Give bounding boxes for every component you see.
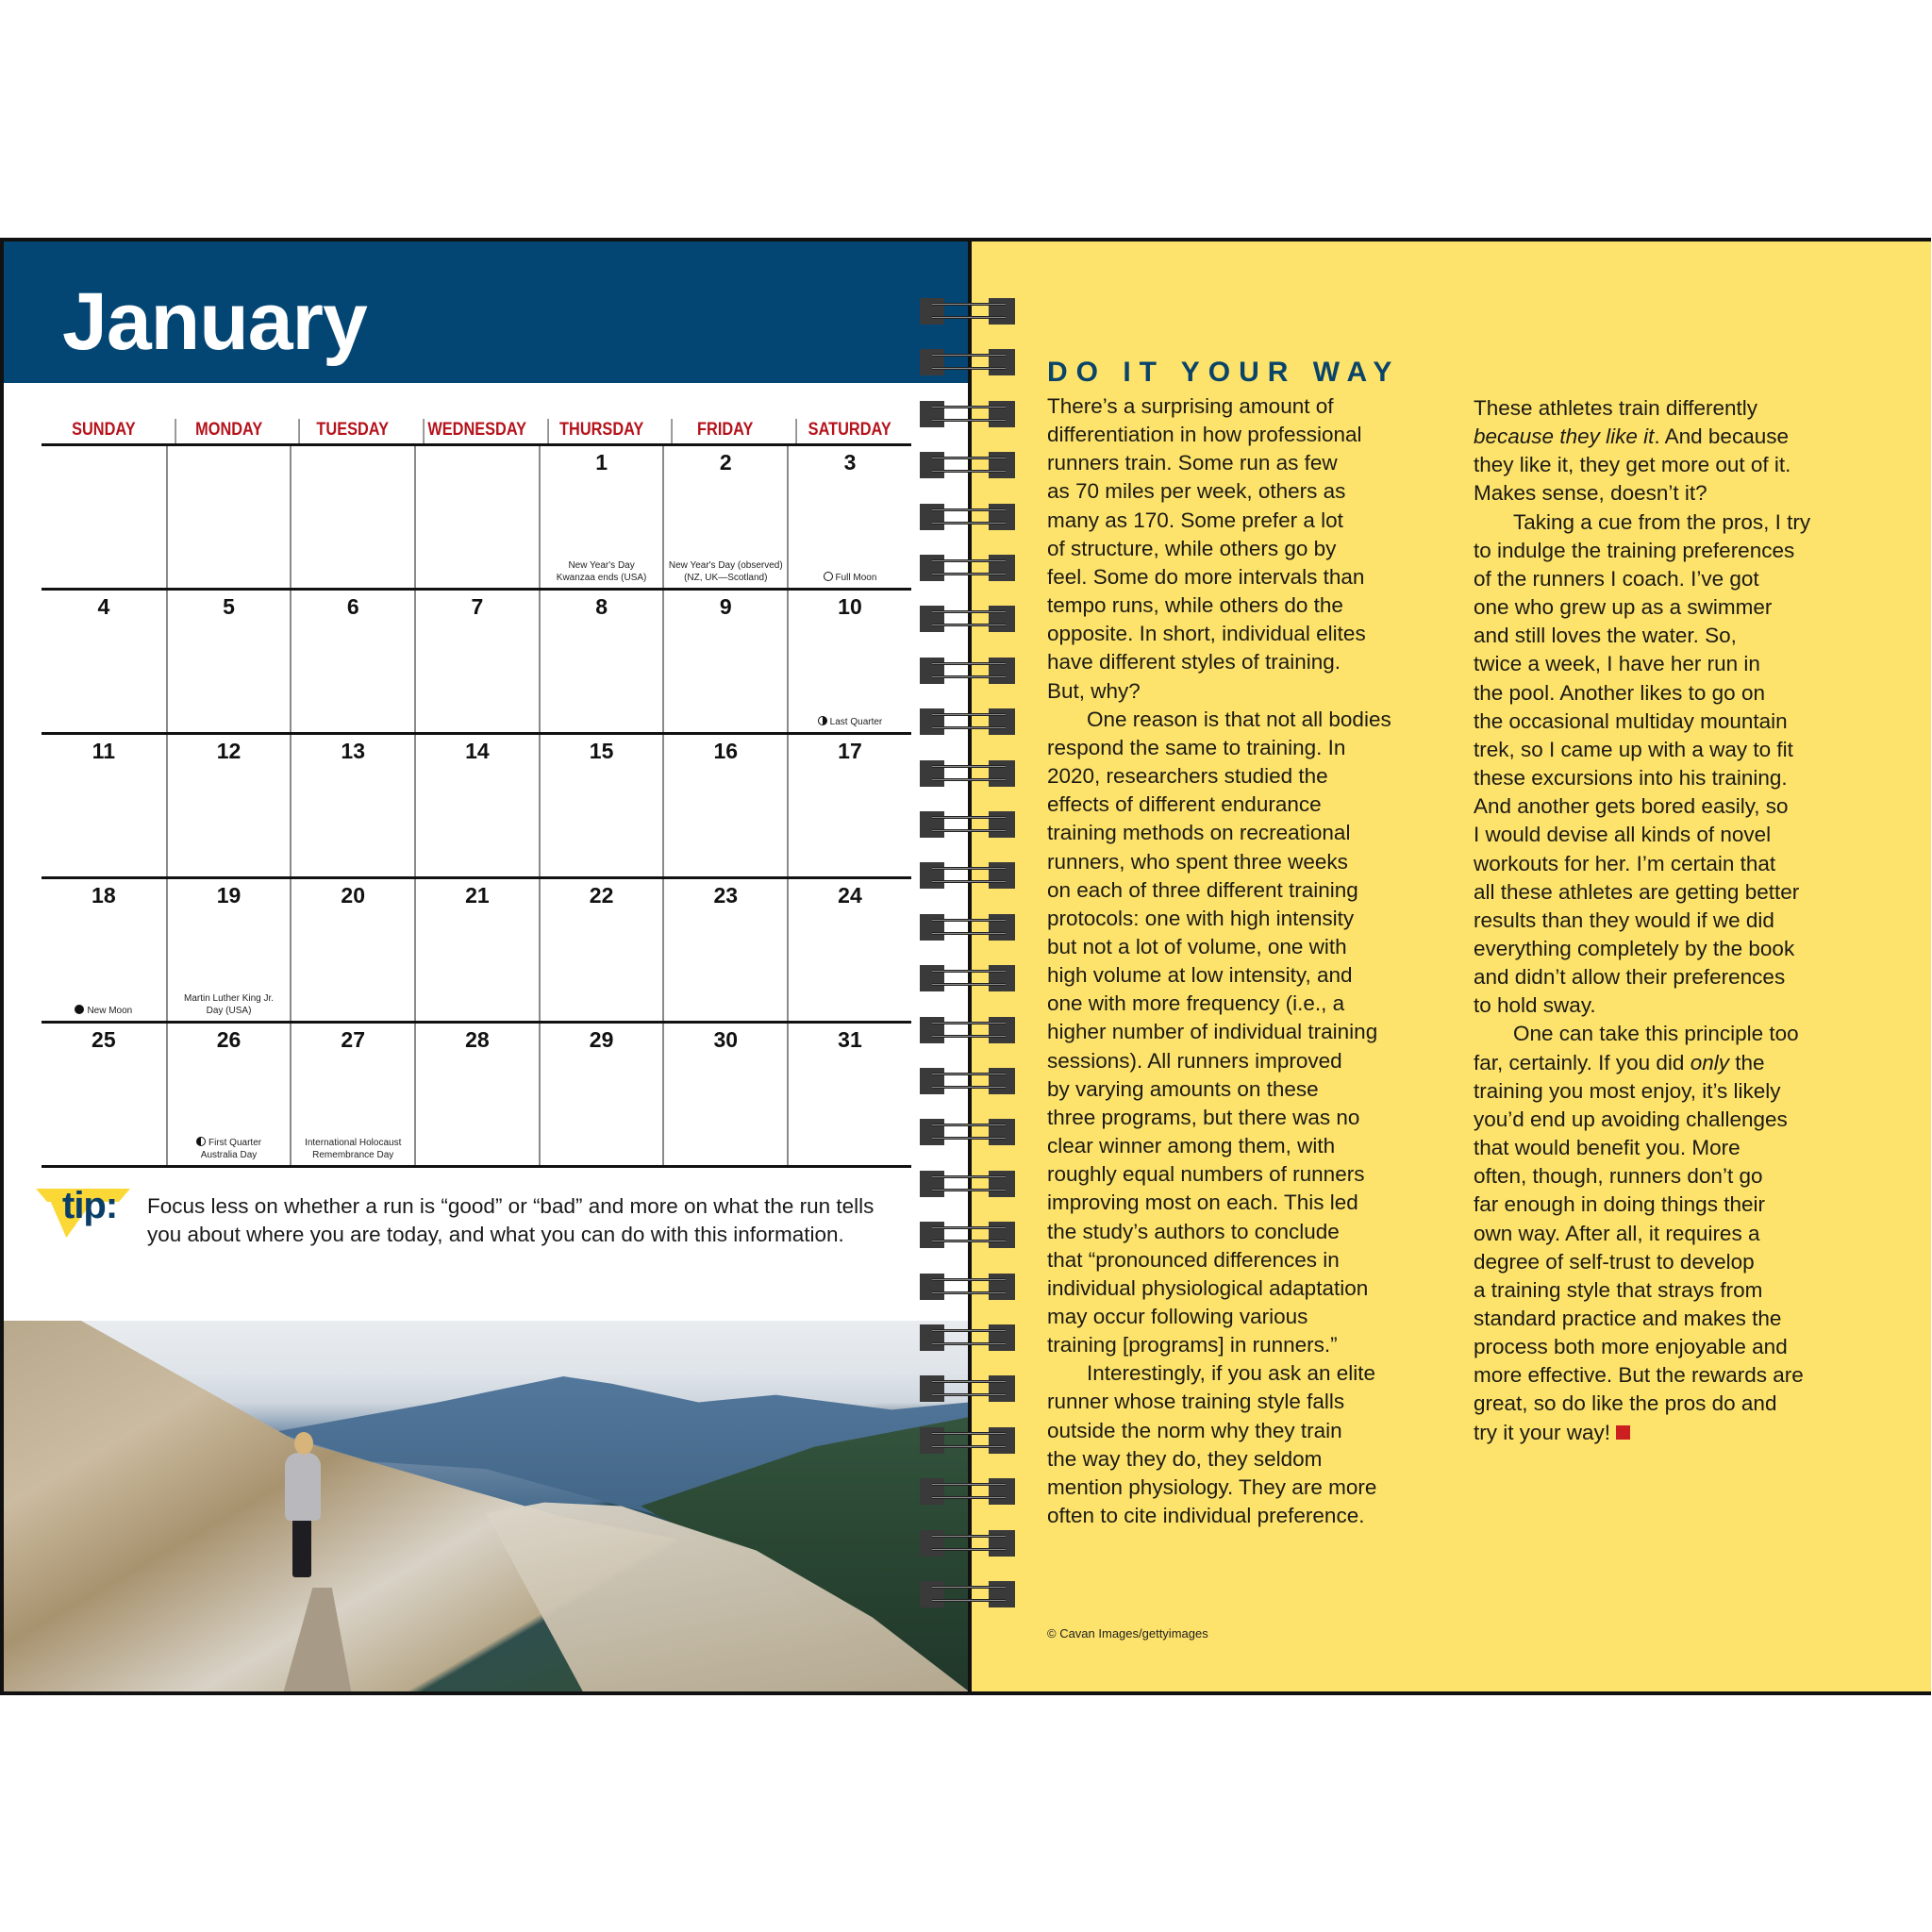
day-number: 15 — [589, 739, 614, 763]
day-number: 9 — [719, 594, 732, 619]
ring-wire — [932, 1380, 1006, 1383]
article-title: DO IT YOUR WAY — [1047, 357, 1401, 388]
ring-wire — [932, 303, 1006, 306]
tip-label: tip: — [62, 1185, 118, 1226]
ring-wire — [932, 1586, 1006, 1589]
day-cell-2[interactable] — [662, 446, 787, 588]
ring-wire — [932, 1240, 1006, 1242]
day-cell-20[interactable] — [290, 879, 414, 1021]
day-event-note — [293, 1137, 412, 1161]
article-line: because they like it. And because — [1474, 425, 1789, 449]
day-number: 8 — [595, 594, 608, 619]
ring-wire — [932, 1189, 1006, 1191]
weekday-header-friday: FRIDAY — [672, 419, 778, 443]
day-note-text: Full Moon — [835, 573, 877, 583]
ring-wire — [932, 1226, 1006, 1229]
day-cell-6[interactable] — [290, 591, 414, 732]
day-cell-23[interactable] — [662, 879, 787, 1021]
day-cell-11[interactable] — [42, 735, 166, 876]
ring-wire — [932, 1035, 1006, 1038]
article-line: tempo runs, while others do the — [1047, 593, 1343, 618]
day-number: 19 — [216, 883, 242, 908]
spiral-ring-icon — [917, 1068, 1021, 1094]
spiral-ring-icon — [917, 811, 1021, 838]
ring-wire — [932, 726, 1006, 729]
ring-wire — [932, 624, 1006, 626]
day-number: 29 — [589, 1027, 614, 1052]
spiral-ring-icon — [917, 298, 1021, 325]
day-cell-13[interactable] — [290, 735, 414, 876]
spiral-ring-icon — [917, 760, 1021, 787]
article-line: outside the norm why they train — [1047, 1418, 1342, 1442]
ring-wire — [932, 662, 1006, 665]
spiral-ring-icon — [917, 1478, 1021, 1505]
article-line: results than they would if we did — [1474, 908, 1774, 932]
day-cell-4[interactable] — [42, 591, 166, 732]
article-line: one with more frequency (i.e., a — [1047, 991, 1345, 1016]
ring-wire — [932, 354, 1006, 357]
article-line: improving most on each. This led — [1047, 1191, 1358, 1215]
day-number: 28 — [465, 1027, 490, 1052]
calendar-week-row — [42, 443, 911, 588]
ring-wire — [932, 573, 1006, 575]
day-number: 20 — [341, 883, 366, 908]
day-number: 21 — [465, 883, 490, 908]
calendar-week-row — [42, 732, 911, 876]
weekday-header-row — [42, 419, 911, 443]
ring-wire — [932, 1086, 1006, 1089]
article-line: opposite. In short, individual elites — [1047, 622, 1366, 646]
article-line: all these athletes are getting better — [1474, 879, 1800, 904]
day-note-text: New Year's Day (observed) — [668, 560, 783, 571]
day-cell-empty — [290, 446, 414, 588]
article-line: There’s a surprising amount of — [1047, 394, 1334, 418]
article-line: sessions). All runners improved — [1047, 1048, 1342, 1073]
day-cell-16[interactable] — [662, 735, 787, 876]
day-number: 1 — [595, 450, 608, 475]
article-line: protocols: one with high intensity — [1047, 906, 1355, 930]
article-line: have different styles of training. — [1047, 650, 1341, 675]
article-page — [972, 242, 1931, 1691]
ring-wire — [932, 1535, 1006, 1538]
weekday-header-thursday: THURSDAY — [547, 419, 654, 443]
ring-wire — [932, 970, 1006, 973]
runner-head — [294, 1432, 313, 1455]
photo-credit: © Cavan Images/gettyimages — [1047, 1626, 1208, 1641]
ring-wire — [932, 1393, 1006, 1396]
article-line: often, though, runners don’t go — [1474, 1164, 1763, 1189]
spiral-ring-icon — [917, 504, 1021, 530]
article-line: the occasional multiday mountain — [1474, 708, 1788, 733]
calendar-week-row — [42, 876, 911, 1021]
article-line: great, so do like the pros do and — [1474, 1391, 1777, 1416]
day-cell-22[interactable] — [539, 879, 663, 1021]
weekday-header-wednesday: WEDNESDAY — [423, 419, 529, 443]
day-note-text: Australia Day — [200, 1150, 258, 1160]
article-line: these excursions into his training. — [1474, 766, 1788, 791]
tip-box — [42, 1185, 891, 1298]
full-moon-icon — [824, 572, 833, 581]
day-cell-26[interactable] — [166, 1024, 291, 1165]
day-number: 10 — [838, 594, 862, 619]
spiral-ring-icon — [917, 1530, 1021, 1557]
day-number: 25 — [92, 1027, 116, 1052]
italic-emphasis: because they like it — [1474, 425, 1655, 449]
article-line: twice a week, I have her run in — [1474, 652, 1760, 676]
article-line: try it your way! — [1474, 1419, 1889, 1447]
day-number: 6 — [346, 594, 359, 619]
day-cell-19[interactable] — [166, 879, 291, 1021]
article-line: feel. Some do more intervals than — [1047, 564, 1365, 589]
ring-wire — [932, 932, 1006, 935]
article-line: the way they do, they seldom — [1047, 1446, 1323, 1471]
article-line: may occur following various — [1047, 1305, 1308, 1328]
ring-wire — [932, 1175, 1006, 1178]
ring-wire — [932, 867, 1006, 870]
day-cell-14[interactable] — [414, 735, 539, 876]
day-cell-21[interactable] — [414, 879, 539, 1021]
article-line: one who grew up as a swimmer — [1474, 595, 1773, 620]
article-line: that “pronounced differences in — [1047, 1247, 1340, 1272]
day-cell-10[interactable] — [787, 591, 911, 732]
article-line: and didn’t allow their preferences — [1474, 965, 1786, 990]
spiral-ring-icon — [917, 1119, 1021, 1145]
weekday-header-monday: MONDAY — [175, 419, 281, 443]
article-line: far enough in doing things their — [1474, 1192, 1765, 1217]
day-note-text: Day (USA) — [206, 1006, 252, 1016]
end-of-article-square-icon — [1616, 1425, 1630, 1440]
spiral-ring-icon — [917, 1427, 1021, 1454]
article-line: to hold sway. — [1474, 993, 1596, 1018]
day-cell-1[interactable] — [539, 446, 663, 588]
ring-wire — [932, 367, 1006, 370]
day-number: 4 — [97, 594, 110, 619]
spiral-binding — [917, 298, 1021, 1638]
article-line: three programs, but there was no — [1047, 1105, 1360, 1129]
ring-wire — [932, 1137, 1006, 1140]
day-event-note — [170, 1137, 289, 1161]
article-column-2 — [1474, 394, 1889, 1447]
day-note-text: First Quarter — [208, 1138, 262, 1148]
day-number: 3 — [843, 450, 857, 475]
spiral-ring-icon — [917, 452, 1021, 478]
ring-wire — [932, 880, 1006, 883]
ring-wire — [932, 457, 1006, 459]
article-line: One can take this principle too — [1513, 1022, 1799, 1046]
day-cell-5[interactable] — [166, 591, 291, 732]
ring-wire — [932, 1445, 1006, 1448]
article-line: to indulge the training preferences — [1474, 538, 1795, 562]
article-line: many as 170. Some prefer a lot — [1047, 508, 1343, 532]
ring-wire — [932, 816, 1006, 819]
day-number: 5 — [223, 594, 235, 619]
ring-wire — [932, 470, 1006, 473]
day-cell-3[interactable] — [787, 446, 911, 588]
ring-wire — [932, 1329, 1006, 1332]
spiral-ring-icon — [917, 1171, 1021, 1197]
calendar-weeks — [42, 443, 911, 1165]
weekday-header-saturday: SATURDAY — [795, 419, 902, 443]
ring-wire — [932, 508, 1006, 511]
day-cell-18[interactable] — [42, 879, 166, 1021]
ring-wire — [932, 1073, 1006, 1075]
spiral-ring-icon — [917, 1222, 1021, 1248]
day-number: 2 — [719, 450, 732, 475]
ring-wire — [932, 765, 1006, 768]
article-line: runners train. Some run as few — [1047, 451, 1338, 475]
spiral-ring-icon — [917, 349, 1021, 375]
day-cell-empty — [166, 446, 291, 588]
day-note-text: New Moon — [87, 1006, 133, 1016]
day-cell-24[interactable] — [787, 879, 911, 1021]
day-number: 26 — [216, 1027, 242, 1052]
day-cell-17[interactable] — [787, 735, 911, 876]
ring-wire — [932, 316, 1006, 319]
weekday-header-sunday: SUNDAY — [72, 420, 136, 440]
spiral-ring-icon — [917, 1324, 1021, 1351]
day-number: 14 — [465, 739, 490, 763]
article-line: higher number of individual training — [1047, 1020, 1378, 1044]
ring-wire — [932, 406, 1006, 408]
ring-wire — [932, 1278, 1006, 1281]
article-line: you’d end up avoiding challenges — [1474, 1107, 1788, 1131]
article-line: far, certainly. If you did only the — [1474, 1050, 1765, 1074]
ring-wire — [932, 559, 1006, 562]
article-line: training methods on recreational — [1047, 821, 1351, 845]
article-line: the pool. Another likes to go on — [1474, 680, 1765, 705]
day-number: 22 — [589, 883, 614, 908]
article-line: of the runners I coach. I’ve got — [1474, 566, 1759, 591]
article-line: that would benefit you. More — [1474, 1136, 1740, 1160]
article-line: high volume at low intensity, and — [1047, 963, 1353, 988]
day-cell-9[interactable] — [662, 591, 787, 732]
article-line: effects of different endurance — [1047, 792, 1322, 817]
ring-wire — [932, 1599, 1006, 1602]
ring-wire — [932, 1342, 1006, 1345]
last-moon-icon — [818, 716, 827, 725]
article-line: 2020, researchers studied the — [1047, 764, 1328, 789]
day-note-text: (NZ, UK—Scotland) — [684, 573, 768, 583]
spiral-ring-icon — [917, 914, 1021, 941]
day-number: 18 — [92, 883, 116, 908]
month-banner — [4, 242, 969, 383]
ring-wire — [932, 1548, 1006, 1551]
day-cell-15[interactable] — [539, 735, 663, 876]
ring-wire — [932, 1124, 1006, 1126]
month-calendar-grid — [42, 419, 911, 1168]
article-line: training you most enjoy, it’s likely — [1474, 1078, 1781, 1103]
spiral-ring-icon — [917, 708, 1021, 735]
article-line: more effective. But the rewards are — [1474, 1363, 1804, 1388]
article-line: often to cite individual preference. — [1047, 1504, 1365, 1528]
day-cell-30[interactable] — [662, 1024, 787, 1165]
day-note-text: International Holocaust — [305, 1138, 402, 1148]
day-number: 30 — [713, 1027, 739, 1052]
day-note-text: New Year's Day — [568, 560, 635, 571]
article-line: roughly equal numbers of runners — [1047, 1162, 1365, 1187]
day-note-text: Kwanzaa ends (USA) — [556, 573, 647, 583]
day-number: 27 — [341, 1027, 366, 1052]
article-line: everything completely by the book — [1474, 936, 1795, 960]
spiral-ring-icon — [917, 965, 1021, 991]
day-number: 17 — [838, 739, 862, 763]
spiral-ring-icon — [917, 862, 1021, 889]
article-line: the study’s authors to conclude — [1047, 1219, 1340, 1243]
ring-wire — [932, 1496, 1006, 1499]
calendar-page — [4, 242, 969, 1691]
article-line: And another gets bored easily, so — [1474, 794, 1789, 819]
article-line: Makes sense, doesn’t it? — [1474, 481, 1707, 506]
day-event-note — [666, 559, 785, 584]
article-column-1 — [1047, 392, 1462, 1530]
day-cell-29[interactable] — [539, 1024, 663, 1165]
article-line: on each of three different training — [1047, 877, 1358, 902]
ring-wire — [932, 522, 1006, 525]
day-note-text: Remembrance Day — [312, 1150, 394, 1160]
spiral-ring-icon — [917, 1017, 1021, 1043]
article-line: workouts for her. I’m certain that — [1474, 851, 1776, 875]
spiral-ring-icon — [917, 1581, 1021, 1607]
ring-wire — [932, 983, 1006, 986]
article-line: These athletes train differently — [1474, 396, 1758, 420]
article-line: but not a lot of volume, one with — [1047, 934, 1347, 958]
article-line: Taking a cue from the pros, I try — [1513, 509, 1811, 534]
article-line: I would devise all kinds of novel — [1474, 823, 1772, 847]
day-number: 13 — [341, 739, 366, 763]
day-cell-12[interactable] — [166, 735, 291, 876]
ring-wire — [932, 1022, 1006, 1024]
weekday-header-tuesday: TUESDAY — [299, 419, 406, 443]
day-event-note — [791, 572, 909, 584]
day-number: 11 — [92, 739, 115, 763]
ring-wire — [932, 675, 1006, 678]
day-number: 24 — [838, 883, 862, 908]
article-line: respond the same to training. In — [1047, 735, 1346, 759]
ring-wire — [932, 919, 1006, 922]
article-line: differentiation in how professional — [1047, 423, 1362, 447]
article-line: of structure, while others go by — [1047, 536, 1337, 560]
tip-text: Focus less on whether a run is “good” or “bad” and more on what the run tells you about where you are today, and what you can do with this information. — [147, 1194, 874, 1246]
calendar-week-row — [42, 588, 911, 732]
article-line: by varying amounts on these — [1047, 1076, 1319, 1101]
day-cell-empty — [42, 446, 166, 588]
day-cell-7[interactable] — [414, 591, 539, 732]
article-line: runner whose training style falls — [1047, 1390, 1345, 1414]
article-line: process both more enjoyable and — [1474, 1335, 1788, 1359]
day-note-text: Last Quarter — [829, 717, 883, 727]
day-event-note — [542, 559, 661, 584]
spiral-ring-icon — [917, 1274, 1021, 1300]
day-event-note — [170, 992, 289, 1017]
italic-emphasis: only — [1690, 1050, 1729, 1074]
runner-jacket — [285, 1453, 321, 1521]
day-cell-8[interactable] — [539, 591, 663, 732]
spiral-ring-icon — [917, 658, 1021, 684]
day-number: 16 — [713, 739, 739, 763]
ring-wire — [932, 829, 1006, 832]
planner-spread — [0, 238, 1931, 1695]
day-note-text: Martin Luther King Jr. — [184, 993, 275, 1004]
runner-legs — [292, 1519, 311, 1577]
article-line: But, why? — [1047, 678, 1141, 703]
ring-wire — [932, 1432, 1006, 1435]
first-moon-icon — [196, 1137, 206, 1146]
day-number: 23 — [713, 883, 739, 908]
day-event-note — [43, 1005, 164, 1017]
article-line: runners, who spent three weeks — [1047, 849, 1348, 874]
article-line: One reason is that not all bodies — [1087, 707, 1391, 731]
calendar-bottom-rule — [42, 1165, 911, 1168]
article-line: mention physiology. They are more — [1047, 1474, 1377, 1499]
day-number: 7 — [471, 594, 484, 619]
article-line: standard practice and makes the — [1474, 1307, 1782, 1330]
day-event-note — [791, 716, 909, 728]
article-line: as 70 miles per week, others as — [1047, 479, 1346, 504]
new-moon-icon — [75, 1005, 84, 1014]
spiral-ring-icon — [917, 1375, 1021, 1402]
article-line: degree of self-trust to develop — [1474, 1249, 1755, 1274]
article-line: individual physiological adaptation — [1047, 1275, 1369, 1300]
ring-wire — [932, 1483, 1006, 1486]
day-cell-27[interactable] — [290, 1024, 414, 1165]
article-line: they like it, they get more out of it. — [1474, 453, 1791, 477]
article-line: trek, so I came up with a way to fit — [1474, 737, 1793, 761]
ring-wire — [932, 419, 1006, 422]
month-title: January — [62, 276, 367, 367]
spiral-ring-icon — [917, 401, 1021, 427]
day-cell-28[interactable] — [414, 1024, 539, 1165]
ring-wire — [932, 713, 1006, 716]
day-number: 31 — [838, 1027, 862, 1052]
article-line: Interestingly, if you ask an elite — [1087, 1361, 1375, 1386]
ring-wire — [932, 610, 1006, 613]
article-line: and still loves the water. So, — [1474, 624, 1737, 648]
spiral-ring-icon — [917, 606, 1021, 632]
article-line: clear winner among them, with — [1047, 1134, 1336, 1158]
day-cell-25[interactable] — [42, 1024, 166, 1165]
ring-wire — [932, 1291, 1006, 1294]
day-cell-empty — [414, 446, 539, 588]
article-line: training [programs] in runners.” — [1047, 1333, 1338, 1357]
ring-wire — [932, 778, 1006, 781]
trail-runner-mountain-photo — [4, 1321, 969, 1691]
spiral-ring-icon — [917, 555, 1021, 581]
day-number: 12 — [216, 739, 242, 763]
calendar-week-row — [42, 1021, 911, 1165]
day-cell-31[interactable] — [787, 1024, 911, 1165]
article-line: own way. After all, it requires a — [1474, 1221, 1760, 1245]
article-line: a training style that strays from — [1474, 1277, 1763, 1302]
